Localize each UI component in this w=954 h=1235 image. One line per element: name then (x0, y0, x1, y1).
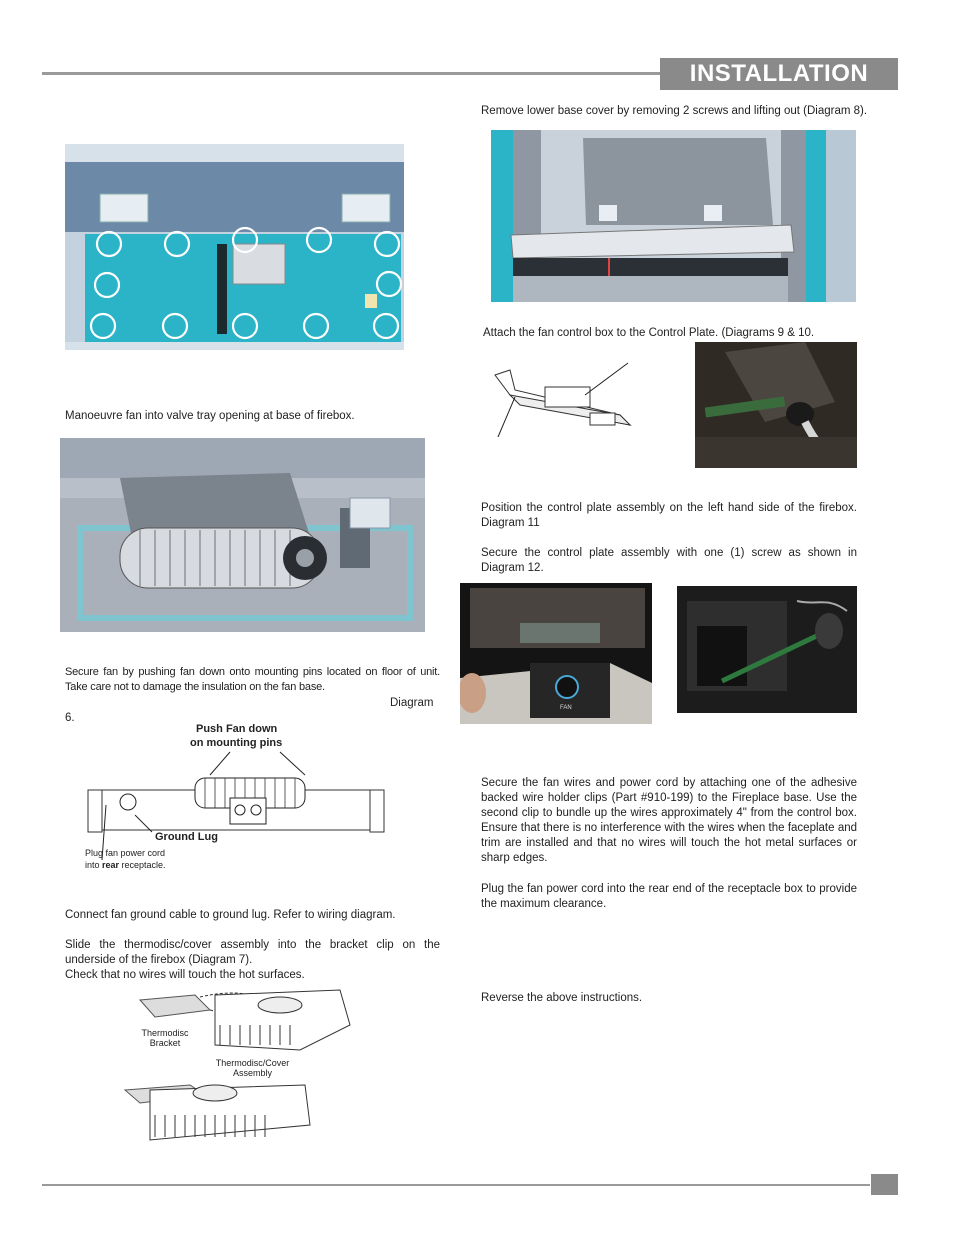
text-secure-fan: Secure fan by pushing fan down onto mounting pins located on floor of unit. Take care not to damage the insulation on the fan base. (65, 666, 440, 693)
blower-wheel-icon (120, 528, 327, 588)
text-secure-plate: Secure the control plate assembly with one (1) screw as shown in Diagram 12. (481, 547, 857, 574)
label-fan-knob: FAN (560, 705, 572, 711)
base-cover-illustration (491, 130, 856, 302)
text-check-wires: Check that no wires will touch the hot surfaces. (65, 969, 305, 981)
control-plate-photo (460, 583, 652, 724)
header-rule (42, 72, 660, 75)
text-manoeuvre-fan: Manoeuvre fan into valve tray opening at base of firebox. (65, 410, 355, 422)
label-plug-cord: Plug fan power cord (85, 848, 166, 858)
label-mounting-pins: on mounting pins (190, 737, 283, 749)
text-slide-thermodisc: Slide the thermodisc/cover assembly into the bracket clip on the underside of the firebox (Diagram 7). (65, 939, 440, 966)
control-box-photo (695, 342, 857, 468)
screwdriver-photo (677, 586, 857, 713)
label-thermodisc-assembly: Thermodisc/Cover Assembly (215, 1058, 290, 1078)
text-secure-wires: Secure the fan wires and power cord by attaching one of the adhesive backed wire holder clips (Part #910-199) to the Fireplace base. Use the second clip to bundle up the wires approximately 4" from the control box. Ensure that there is no interference with the wires when the faceplate and trim are installed and that no wires will touch the hot metal surfaces or sharp edges. (481, 777, 857, 864)
diagram-6-fan-pins (80, 720, 400, 878)
section-title: INSTALLATION (660, 58, 898, 90)
text-connect-ground: Connect fan ground cable to ground lug. Refer to wiring diagram. (65, 909, 396, 921)
control-plate-drawing (490, 355, 640, 445)
label-thermodisc-bracket: Thermodisc Bracket (141, 1028, 189, 1048)
diagram-fan-in-tray (60, 438, 425, 632)
diagram-10-control-photo (695, 342, 857, 468)
text-attach-control: Attach the fan control box to the Control Plate. (Diagrams 9 & 10. (483, 327, 815, 339)
fan-blower-illustration (60, 438, 425, 632)
text-secure-fan-ref: Diagram (390, 697, 434, 709)
fan-plate-illustration (65, 144, 404, 350)
diagram-12-screw-photo (677, 586, 857, 713)
diagram-9-control-plate (490, 355, 640, 445)
text-position-plate: Position the control plate assembly on the left hand side of the firebox. Diagram 11 (481, 502, 857, 529)
page-number-box (871, 1174, 898, 1195)
label-plug-cord-2: into rear receptacle. (85, 860, 166, 870)
text-remove-cover: Remove lower base cover by removing 2 screws and lifting out (Diagram 8). (481, 105, 868, 117)
diagram-7-thermodisc (120, 985, 355, 1145)
label-push-fan: Push Fan down (196, 723, 278, 735)
text-reverse: Reverse the above instructions. (481, 992, 643, 1004)
diagram-fan-plate-screws (65, 144, 404, 350)
footer-rule (42, 1184, 870, 1186)
diagram-8-base-cover (491, 130, 856, 302)
label-ground-lug: Ground Lug (155, 831, 218, 843)
text-plug-cord: Plug the fan power cord into the rear end of the receptacle box to provide the maximum clearance. (481, 883, 857, 910)
text-secure-fan-num: 6. (65, 712, 75, 724)
diagram-11-plate-photo (460, 583, 652, 724)
